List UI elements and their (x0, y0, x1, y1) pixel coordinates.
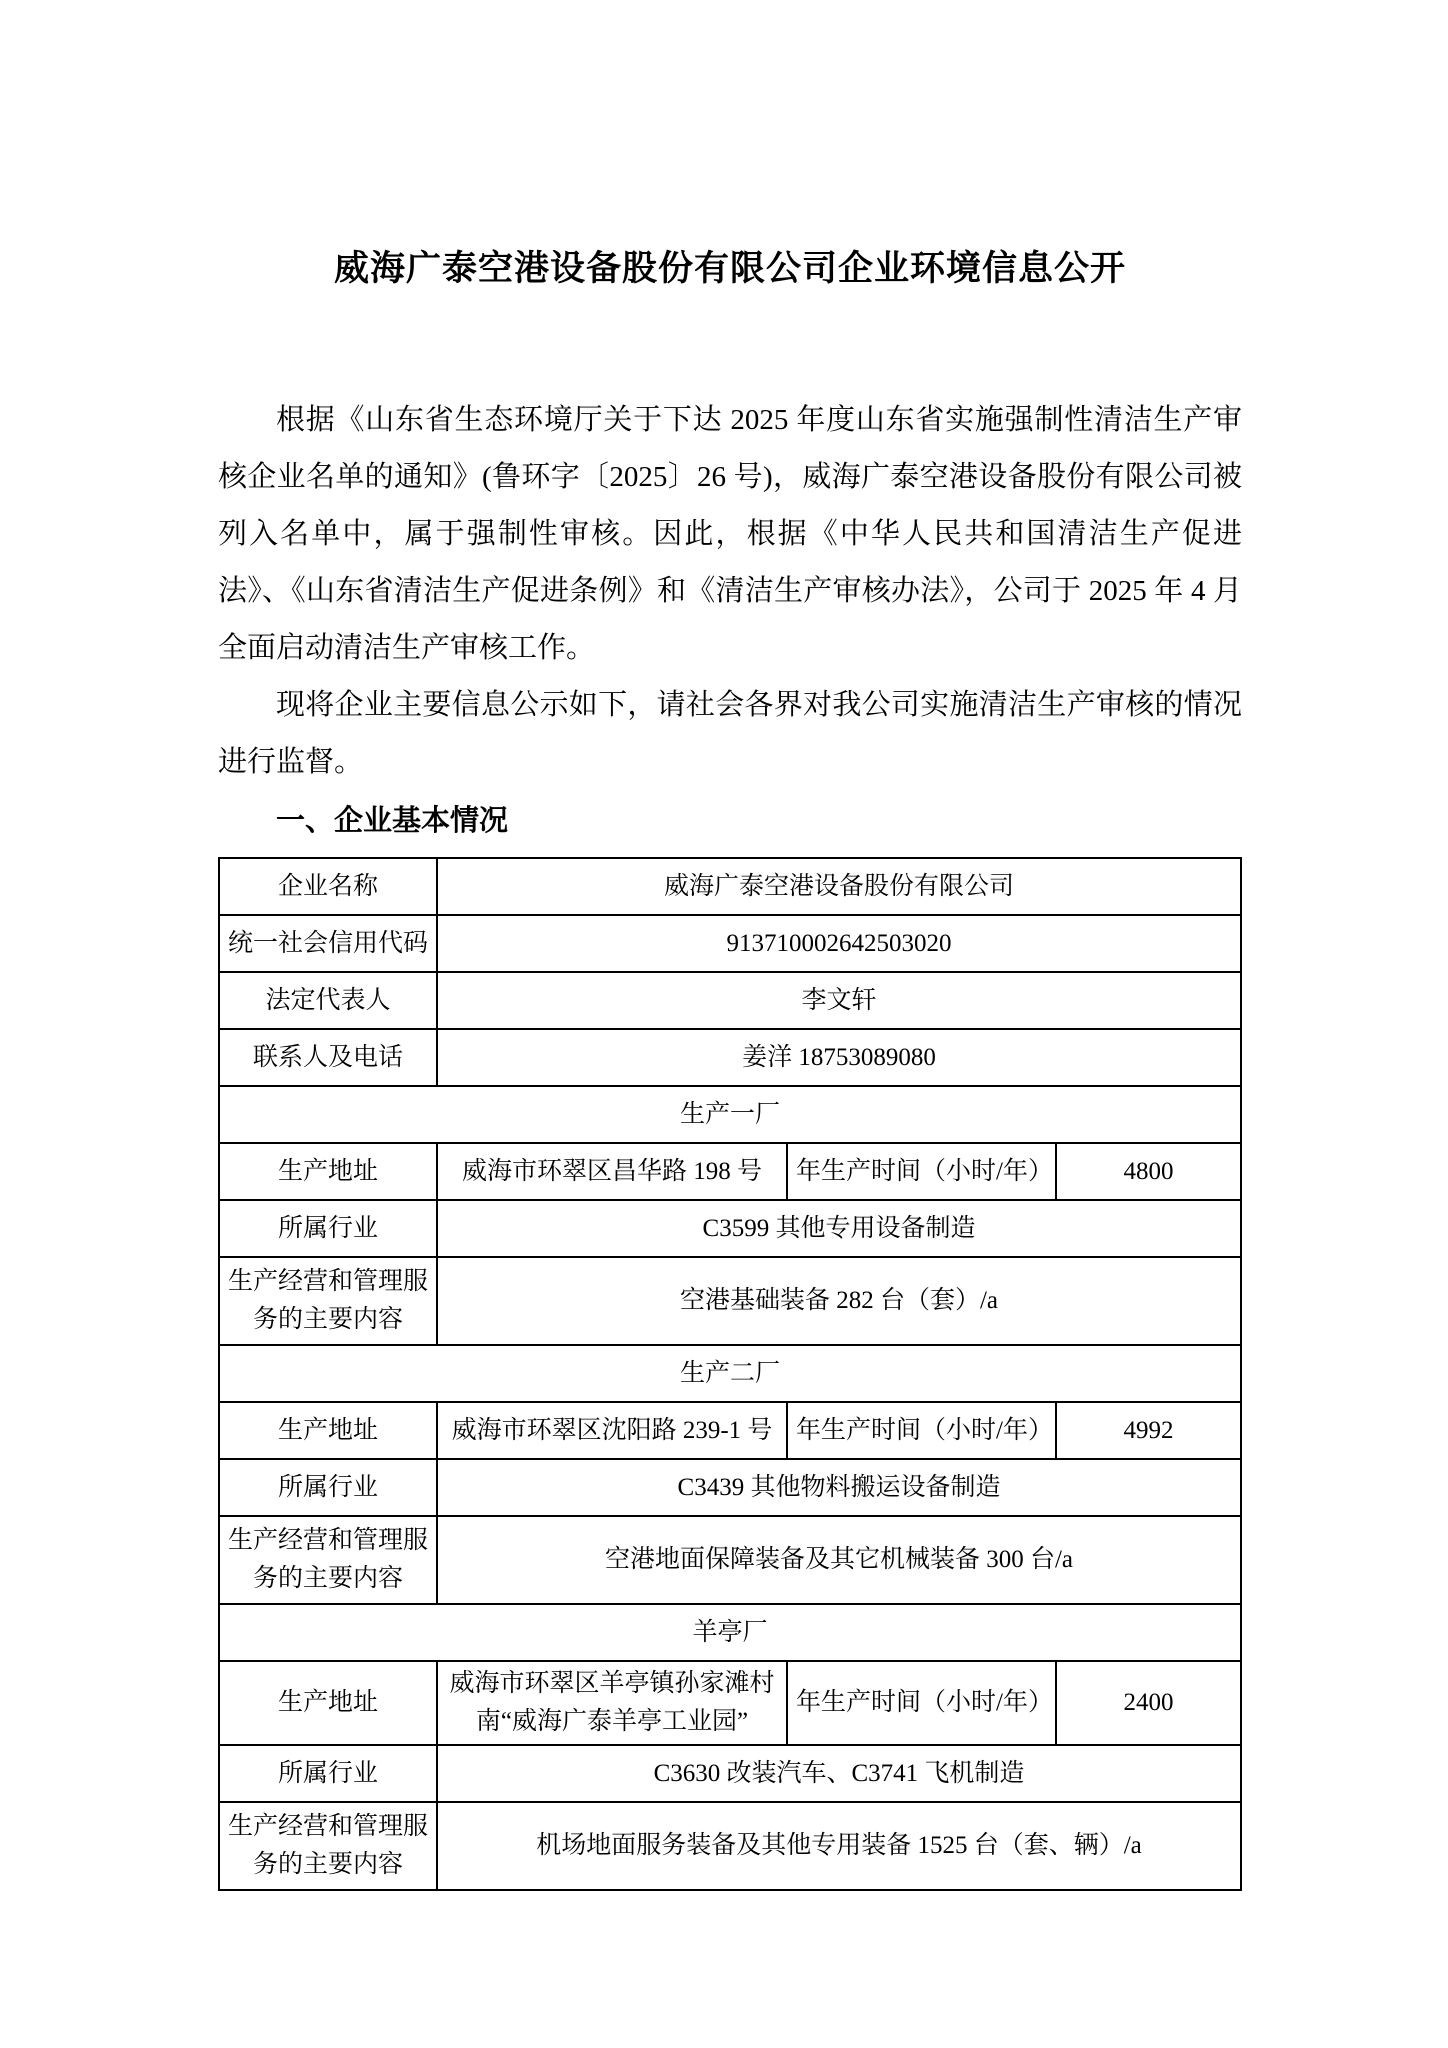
plant1-hours-label-cell: 年生产时间（小时/年） (787, 1143, 1056, 1200)
row-plant1-section (219, 1086, 1241, 1143)
company-name-value-cell: 威海广泰空港设备股份有限公司 (437, 858, 1241, 915)
plant3-hours-value-cell: 2400 (1056, 1661, 1241, 1745)
plant1-section-cell: 生产一厂 (219, 1086, 1241, 1143)
contact-value-cell: 姜洋 18753089080 (437, 1029, 1241, 1086)
row-plant2-industry (219, 1459, 1241, 1516)
row-plant2-address (219, 1402, 1241, 1459)
plant2-section-cell: 生产二厂 (219, 1345, 1241, 1402)
row-plant3-address (219, 1661, 1241, 1745)
plant1-address-label-cell: 生产地址 (219, 1143, 437, 1200)
row-legal-representative (219, 972, 1241, 1029)
row-contact (219, 1029, 1241, 1086)
document-content (218, 0, 1242, 1891)
contact-label-cell: 联系人及电话 (219, 1029, 437, 1086)
credit-code-value-cell: 913710002642503020 (437, 915, 1241, 972)
plant2-content-value-cell: 空港地面保障装备及其它机械装备 300 台/a (437, 1516, 1241, 1604)
row-plant2-section (219, 1345, 1241, 1402)
row-plant3-content (219, 1802, 1241, 1890)
plant3-industry-value-cell: C3630 改装汽车、C3741 飞机制造 (437, 1745, 1241, 1802)
plant3-industry-label-cell: 所属行业 (219, 1745, 437, 1802)
plant1-industry-label-cell: 所属行业 (219, 1200, 437, 1257)
plant3-hours-label-cell: 年生产时间（小时/年） (787, 1661, 1056, 1745)
row-plant3-industry (219, 1745, 1241, 1802)
plant3-content-value-cell: 机场地面服务装备及其他专用装备 1525 台（套、辆）/a (437, 1802, 1241, 1890)
row-plant2-content (219, 1516, 1241, 1604)
row-plant3-section (219, 1604, 1241, 1661)
section-heading-basic-info: 一、企业基本情况 (276, 805, 509, 837)
row-plant1-content (219, 1257, 1241, 1345)
plant1-content-value-cell: 空港基础装备 282 台（套）/a (437, 1257, 1241, 1345)
plant2-industry-label-cell: 所属行业 (219, 1459, 437, 1516)
plant2-hours-value-cell: 4992 (1056, 1402, 1241, 1459)
document-title: 威海广泰空港设备股份有限公司企业环境信息公开 (333, 249, 1126, 288)
plant3-content-label-cell: 生产经营和管理服务的主要内容 (219, 1802, 437, 1890)
legal-representative-value-cell: 李文轩 (437, 972, 1241, 1029)
paragraph-disclosure: 现将企业主要信息公示如下，请社会各界对我公司实施清洁生产审核的情况进行监督。 (218, 689, 1242, 778)
row-credit-code (219, 915, 1241, 972)
credit-code-label-cell: 统一社会信用代码 (219, 915, 437, 972)
plant3-section-cell: 羊亭厂 (219, 1604, 1241, 1661)
plant1-industry-value-cell: C3599 其他专用设备制造 (437, 1200, 1241, 1257)
plant2-address-label-cell: 生产地址 (219, 1402, 437, 1459)
plant1-address-value-cell: 威海市环翠区昌华路 198 号 (437, 1143, 787, 1200)
plant2-content-label-cell: 生产经营和管理服务的主要内容 (219, 1516, 437, 1604)
row-company-name (219, 858, 1241, 915)
plant2-industry-value-cell: C3439 其他物料搬运设备制造 (437, 1459, 1241, 1516)
plant1-hours-value-cell: 4800 (1056, 1143, 1241, 1200)
plant3-address-value-cell: 威海市环翠区羊亭镇孙家滩村南“威海广泰羊亭工业园” (437, 1661, 787, 1745)
company-name-label-cell: 企业名称 (219, 858, 437, 915)
legal-representative-label-cell: 法定代表人 (219, 972, 437, 1029)
plant3-address-label-cell: 生产地址 (219, 1661, 437, 1745)
plant2-hours-label-cell: 年生产时间（小时/年） (787, 1402, 1056, 1459)
plant1-content-label-cell: 生产经营和管理服务的主要内容 (219, 1257, 437, 1345)
row-plant1-industry (219, 1200, 1241, 1257)
company-info-table (218, 857, 1242, 1891)
paragraph-intro: 根据《山东省生态环境厅关于下达 2025 年度山东省实施强制性清洁生产审核企业名单的通知》(鲁环字〔2025〕26 号)，威海广泰空港设备股份有限公司被列入名单中，属于强制性审核。因此，根据《中华人民共和国清洁生产促进法》、《山东省清洁生产促进条例》和《清洁生产审核办法》，公司于 2025 年 4 月全面启动清洁生产审核工作。 (218, 404, 1242, 664)
plant2-address-value-cell: 威海市环翠区沈阳路 239-1 号 (437, 1402, 787, 1459)
row-plant1-address (219, 1143, 1241, 1200)
